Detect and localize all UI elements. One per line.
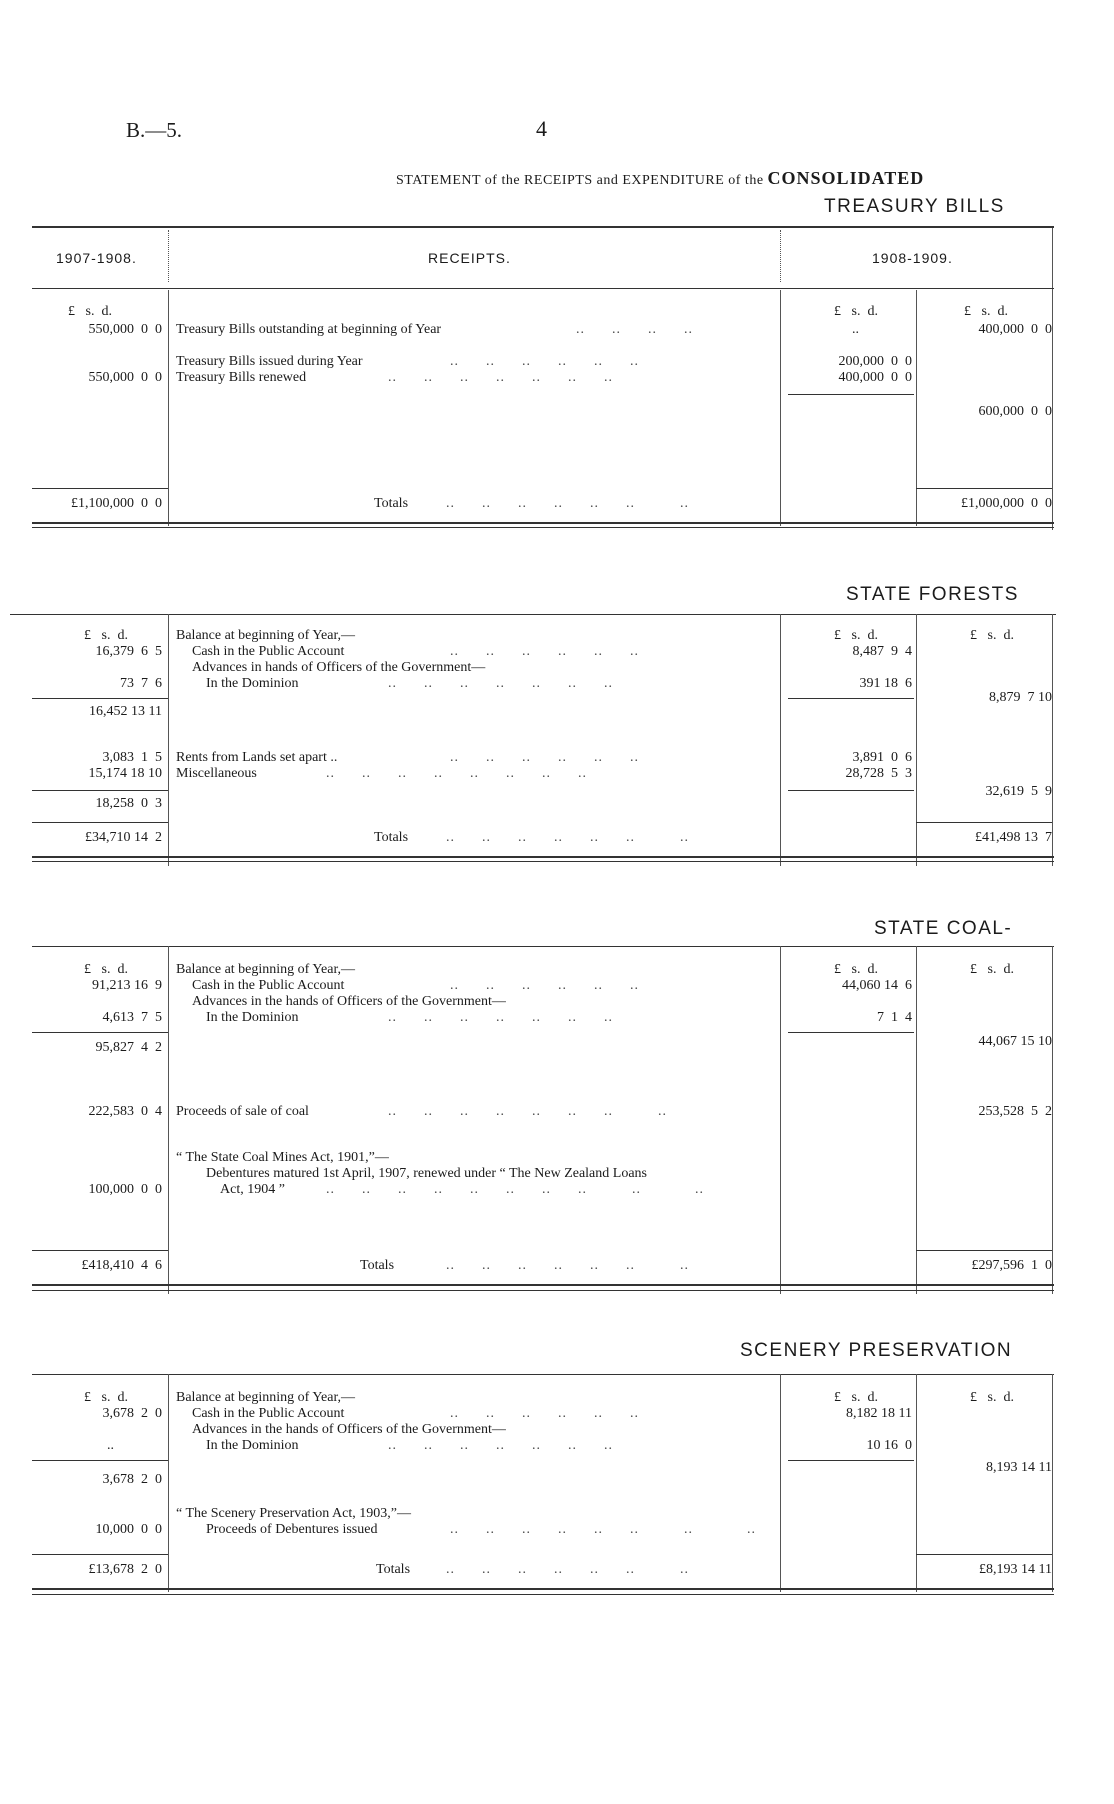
main-amount: 400,000 0 0 — [978, 322, 1052, 337]
left-amount: 73 7 6 — [120, 676, 162, 691]
table-right-border — [1052, 228, 1053, 530]
sub-amount: 8,182 18 11 — [846, 1406, 912, 1421]
row-label: Advances in the hands of Officers of the Government— — [192, 1422, 506, 1437]
total-rule — [916, 822, 1052, 823]
row-label: Cash in the Public Account — [192, 978, 345, 993]
table-top-rule — [32, 226, 1054, 228]
totals-label: Totals — [374, 496, 409, 511]
lsd-header: £ s. d. — [964, 304, 1008, 319]
left-amount: 3,083 1 5 — [102, 750, 162, 765]
row-label: Advances in hands of Officers of the Government— — [192, 660, 486, 675]
column-header-1908-1909: 1908-1909. — [872, 250, 953, 266]
subtotal-rule — [32, 790, 168, 791]
main-amount: 8,879 7 10 — [989, 690, 1052, 705]
totals-label: Totals — [360, 1258, 395, 1273]
table-bottom-rule — [32, 522, 1054, 524]
subtotal-rule — [32, 1460, 168, 1461]
column-divider — [916, 946, 917, 1294]
left-amount: 550,000 0 0 — [88, 370, 162, 385]
left-amount: 550,000 0 0 — [88, 322, 162, 337]
lsd-header: £ s. d. — [68, 304, 112, 319]
total-rule — [916, 1554, 1052, 1555]
column-divider — [168, 614, 169, 866]
left-amount: 222,583 0 4 — [88, 1104, 162, 1119]
lsd-header: £ s. d. — [970, 1390, 1014, 1405]
total-rule — [32, 1250, 168, 1251]
table-bottom-rule — [32, 1588, 1054, 1590]
column-divider — [780, 1374, 781, 1592]
total-rule — [32, 488, 168, 489]
column-divider — [168, 1374, 169, 1592]
column-header-receipts: RECEIPTS. — [428, 250, 511, 266]
section-heading-treasury-bills: TREASURY BILLS — [824, 196, 1005, 217]
lsd-header: £ s. d. — [834, 962, 878, 977]
sub-amount: .. — [852, 322, 859, 337]
row-label: Balance at beginning of Year,— — [176, 628, 356, 643]
totals-label: Totals — [376, 1562, 411, 1577]
column-divider — [168, 290, 169, 526]
main-total: £41,498 13 7 — [975, 830, 1052, 845]
row-label: In the Dominion — [206, 1438, 299, 1453]
subtotal-rule — [32, 1032, 168, 1033]
left-amount: 16,379 6 5 — [95, 644, 162, 659]
table-bottom-rule — [32, 1290, 1054, 1291]
section-heading-state-forests: STATE FORESTS — [846, 584, 1019, 605]
row-label: Cash in the Public Account — [192, 644, 345, 659]
table-right-border — [1052, 614, 1053, 866]
main-total: £8,193 14 11 — [979, 1562, 1052, 1577]
row-label: Miscellaneous — [176, 766, 257, 781]
row-label: “ The Scenery Preservation Act, 1903,”— — [176, 1506, 411, 1521]
column-divider — [168, 230, 169, 282]
header-rule — [32, 288, 1054, 289]
sub-amount: 28,728 5 3 — [845, 766, 912, 781]
table-top-rule — [32, 946, 1054, 947]
row-label: In the Dominion — [206, 676, 299, 691]
table-bottom-rule — [32, 856, 1054, 858]
left-total: £13,678 2 0 — [88, 1562, 162, 1577]
left-amount: 100,000 0 0 — [88, 1182, 162, 1197]
page-number: 4 — [536, 116, 547, 141]
row-label: Balance at beginning of Year,— — [176, 962, 356, 977]
column-header-1907-1908: 1907-1908. — [56, 250, 137, 266]
table-bottom-rule — [32, 861, 1054, 862]
subtotal-rule — [32, 698, 168, 699]
column-divider — [780, 230, 781, 282]
left-amount: 15,174 18 10 — [88, 766, 162, 781]
sub-amount: 8,487 9 4 — [852, 644, 912, 659]
left-amount: .. — [107, 1438, 114, 1453]
subtotal-rule — [788, 394, 914, 395]
total-rule — [32, 822, 168, 823]
sub-amount: 44,060 14 6 — [842, 978, 912, 993]
row-label: Balance at beginning of Year,— — [176, 1390, 356, 1405]
column-divider — [780, 290, 781, 526]
column-divider — [780, 946, 781, 1294]
main-total: £1,000,000 0 0 — [961, 496, 1052, 511]
table-top-rule — [32, 1374, 1054, 1375]
main-amount: 8,193 14 11 — [986, 1460, 1052, 1475]
left-amount: 3,678 2 0 — [102, 1406, 162, 1421]
left-amount: 3,678 2 0 — [102, 1472, 162, 1487]
row-label: In the Dominion — [206, 1010, 299, 1025]
left-amount: 16,452 13 11 — [89, 704, 162, 719]
subtotal-rule — [788, 1032, 914, 1033]
table-bottom-rule — [32, 1284, 1054, 1286]
table-top-rule — [10, 614, 1056, 615]
lsd-header: £ s. d. — [84, 1390, 128, 1405]
main-amount: 44,067 15 10 — [978, 1034, 1052, 1049]
sub-amount: 3,891 0 6 — [852, 750, 912, 765]
lsd-header: £ s. d. — [834, 628, 878, 643]
lsd-header: £ s. d. — [970, 628, 1014, 643]
table-bottom-rule — [32, 1594, 1054, 1595]
row-label: Cash in the Public Account — [192, 1406, 345, 1421]
left-amount: 4,613 7 5 — [102, 1010, 162, 1025]
row-label: Rents from Lands set apart .. — [176, 750, 338, 765]
left-amount: 18,258 0 3 — [95, 796, 162, 811]
table-bottom-rule — [32, 527, 1054, 528]
row-label: Treasury Bills issued during Year — [176, 354, 363, 369]
subtotal-rule — [788, 1460, 914, 1461]
sub-amount: 7 1 4 — [877, 1010, 912, 1025]
subtotal-rule — [788, 790, 914, 791]
lsd-header: £ s. d. — [834, 304, 878, 319]
left-total: £418,410 4 6 — [81, 1258, 162, 1273]
column-divider — [780, 614, 781, 866]
total-rule — [32, 1554, 168, 1555]
statement-title-prefix: STATEMENT of the RECEIPTS and EXPENDITURE of the — [396, 173, 764, 188]
row-label: Act, 1904 ” — [220, 1182, 285, 1197]
subtotal-rule — [788, 698, 914, 699]
sub-amount: 10 16 0 — [866, 1438, 912, 1453]
statement-title-bold: CONSOLIDATED — [767, 168, 925, 188]
row-label: Proceeds of sale of coal — [176, 1104, 309, 1119]
table-right-border — [1052, 1374, 1053, 1592]
left-amount: 95,827 4 2 — [95, 1040, 162, 1055]
section-heading-scenery-preservation: SCENERY PRESERVATION — [740, 1340, 1013, 1361]
lsd-header: £ s. d. — [834, 1390, 878, 1405]
document-reference: B.—5. — [126, 118, 183, 142]
main-amount: 253,528 5 2 — [978, 1104, 1052, 1119]
total-rule — [916, 488, 1052, 489]
lsd-header: £ s. d. — [970, 962, 1014, 977]
row-label: Treasury Bills renewed — [176, 370, 307, 385]
left-total: £34,710 14 2 — [85, 830, 162, 845]
column-divider — [916, 1374, 917, 1592]
lsd-header: £ s. d. — [84, 628, 128, 643]
row-label: Proceeds of Debentures issued — [206, 1522, 378, 1537]
column-divider — [916, 614, 917, 866]
row-label: Treasury Bills outstanding at beginning of Year — [176, 322, 442, 337]
left-total: £1,100,000 0 0 — [71, 496, 162, 511]
main-total: £297,596 1 0 — [971, 1258, 1052, 1273]
row-label: Advances in the hands of Officers of the Government— — [192, 994, 506, 1009]
column-divider — [916, 290, 917, 526]
lsd-header: £ s. d. — [84, 962, 128, 977]
row-label: Debentures matured 1st April, 1907, renewed under “ The New Zealand Loans — [206, 1166, 647, 1181]
totals-label: Totals — [374, 830, 409, 845]
table-right-border — [1052, 946, 1053, 1294]
column-divider — [168, 946, 169, 1294]
left-amount: 91,213 16 9 — [92, 978, 162, 993]
left-amount: 10,000 0 0 — [95, 1522, 162, 1537]
row-label: “ The State Coal Mines Act, 1901,”— — [176, 1150, 389, 1165]
main-amount: 32,619 5 9 — [985, 784, 1052, 799]
sub-amount: 200,000 0 0 — [838, 354, 912, 369]
section-heading-state-coal: STATE COAL- — [874, 918, 1013, 939]
total-rule — [916, 1250, 1052, 1251]
statement-title — [396, 168, 924, 189]
sub-amount: 391 18 6 — [859, 676, 912, 691]
main-amount: 600,000 0 0 — [978, 404, 1052, 419]
sub-amount: 400,000 0 0 — [838, 370, 912, 385]
